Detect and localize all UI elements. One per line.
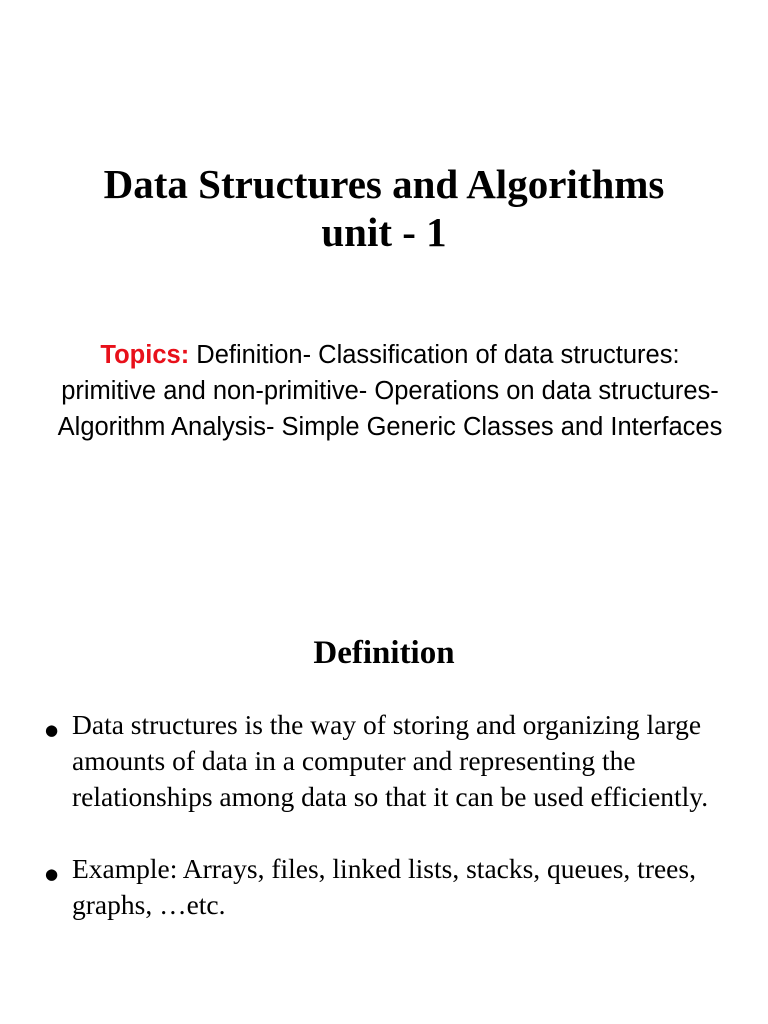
bullet-text: Data structures is the way of storing and organizing large amounts of data in a computer and representing the relationships among data so that it can be used efficiently. — [72, 709, 709, 812]
topics-paragraph — [50, 337, 730, 445]
topics-label: Topics: — [100, 341, 190, 369]
definition-heading: Definition — [313, 635, 455, 671]
topics-text: Definition- Classification of data structures: primitive and non-primitive- Operations on data structures- Algorithm Analysis- Simple Generic Classes and Interfaces — [57, 341, 723, 441]
bullet-dot-icon: ● — [45, 865, 59, 883]
bullet-dot-icon: ● — [45, 721, 59, 739]
title-line-2: unit - 1 — [321, 209, 447, 255]
definition-bullet-list — [0, 707, 768, 959]
list-item — [0, 707, 768, 815]
bullet-text: Example: Arrays, files, linked lists, stacks, queues, trees, graphs, …etc. — [72, 853, 696, 920]
list-item — [0, 851, 768, 923]
page-title — [0, 160, 768, 256]
title-line-1: Data Structures and Algorithms — [103, 161, 665, 207]
